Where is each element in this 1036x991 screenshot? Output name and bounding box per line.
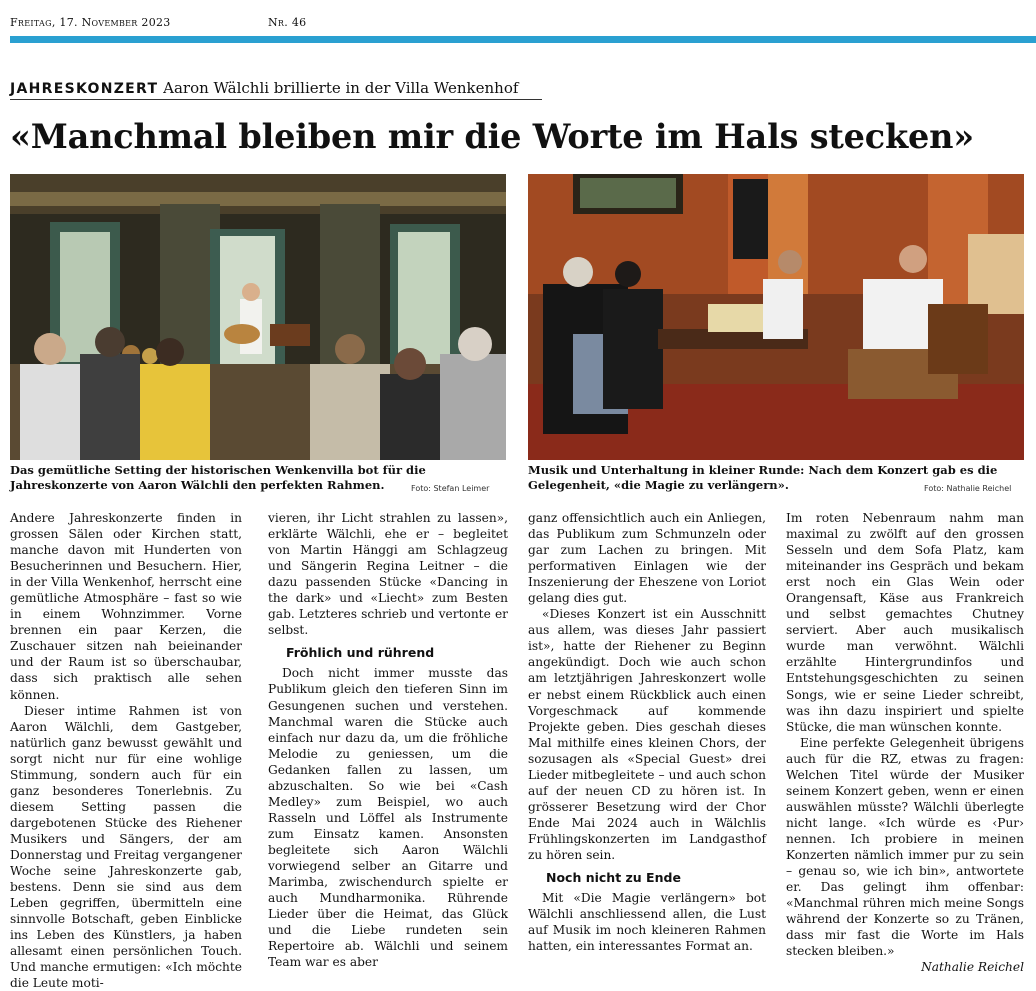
- photo-credit-2: Foto: Nathalie Reichel: [924, 484, 1012, 493]
- headline: «Manchmal bleiben mir die Worte im Hals stecken»: [10, 117, 974, 156]
- text-column-4: [786, 510, 1024, 975]
- paragraph: Dieser intime Rahmen ist von Aaron Wälchli, dem Gastgeber, natürlich ganz bewusst gewählt und sorgt nicht nur für eine wohlige Stimmung, sondern auch für ein ganz besonderes Tonerlebnis. Zu diesem Setting passen die dargebotenen Stücke des Riehener Musikers und Sängers, der am Donnerstag und Freitag vergangener Woche seine Jahreskonzerte gab, bestens. Denn sie sind aus dem Leben gegriffen, übermitteln eine sinnvolle Botschaft, geben Einblicke ins Leben des Künstlers, ja haben allesamt einen persönlichen Touch. Und manche ermutigen: «Ich möchte die Leute moti-: [10, 703, 242, 991]
- text-column-1: [10, 510, 242, 991]
- paragraph: Im roten Nebenraum nahm man maximal zu zwölft auf den grossen Sesseln und dem Sofa Platz, kam miteinander ins Gespräch und bekam erst noch ein Glas Wein oder Orangensaft, Käse aus Frankreich und selbst gemachtes Chutney serviert. Aber auch musikalisch wurde man verwöhnt. Wälchli erzählte Hintergrundinfos und Entstehungsgeschichten zu seinen Songs, wie er seine Lieder schreibt, was ihn dazu inspiriert und spielte Stücke, die man wünschen konnte.: [786, 511, 1024, 734]
- text-column-3: [528, 510, 766, 954]
- salon-photo: [528, 174, 1024, 460]
- author-byline: Nathalie Reichel: [921, 960, 1024, 975]
- paragraph: Andere Jahreskonzerte finden in grossen Sälen oder Kirchen statt, manche davon mit Hunderten von Besucherinnen und Besuchern. Hier, in der Villa Wenkenhof, herrscht eine gemütliche Atmosphäre – fast so wie in einem Wohnzimmer. Vorne brennen ein paar Kerzen, die Zuschauer sitzen nah beieinander und der Raum ist so überschaubar, dass sich praktisch alle sehen können.: [10, 511, 242, 702]
- concert-photo: [10, 174, 506, 460]
- paragraph: Doch nicht immer musste das Publikum gleich den tieferen Sinn im Gesungenen suchen und verstehen. Manchmal waren die Stücke auch einfach nur dazu da, um die fröhliche Melodie zu geniessen, um die Gedanken fallen zu lassen, um abzuschalten. So wie bei «Cash Medley» zum Beispiel, wo auch Rasseln und Löffel als Instrumente zum Einsatz kamen. Ansonsten begleitete sich Aaron Wälchli vorwiegend selber an Gitarre und Marimba, zwischendurch spielte er auch Mundharmonika. Rührende Lieder über die Heimat, das Glück und die Liebe rundeten sein Repertoire ab. Wälchli und seinem Team war es aber: [268, 666, 508, 970]
- paragraph: Mit «Die Magie verlängern» bot Wälchli anschliessend allen, die Lust auf Musik im noch kleineren Rahmen hatten, ein interessantes Format an.: [528, 891, 766, 954]
- kicker-word: JAHRESKONZERT: [10, 81, 159, 97]
- photo-caption-1: Das gemütliche Setting der historischen Wenkenvilla bot für die Jahreskonzerte von Aaron Wälchli den perfekten Rahmen.: [10, 463, 426, 492]
- paragraph: «Dieses Konzert ist ein Ausschnitt aus allem, was dieses Jahr passiert ist», hatte der Riehener zu Beginn angekündigt. Doch wie auch schon am letztjährigen Jahreskonzert wolle er nebst einem Rückblick auch einen Vorgeschmack auf kommende Projekte geben. Dies geschah dieses Mal mithilfe eines kleinen Chors, der sozusagen als «Special Guest» drei Lieder mitbegleitete – und auch schon auf der neuen CD zu hören ist. In grösserer Besetzung wird der Chor Ende Mai 2024 auch in Wälchlis Frühlingskonzerten im Landgasthof zu hören sein.: [528, 607, 766, 862]
- issue-number: Nr. 46: [268, 16, 307, 29]
- subheading: Noch nicht zu Ende: [546, 870, 681, 886]
- paragraph: vieren, ihr Licht strahlen zu lassen», erklärte Wälchli, ehe er – begleitet von Martin Hänggi am Schlagzeug und Sängerin Regina Leitner – die dazu passenden Stücke «Dancing in the dark» und «Liecht» zum Besten gab. Letzteres schrieb und vertonte er selbst.: [268, 511, 508, 638]
- photo-credit-1: Foto: Stefan Leimer: [411, 484, 490, 493]
- kicker-underline: [10, 99, 542, 100]
- text-column-2: [268, 510, 508, 970]
- photo-caption-2: Musik und Unterhaltung in kleiner Runde: Nach dem Konzert gab es die Gelegenheit, «die Magie zu verlängern».: [528, 463, 998, 492]
- paragraph: ganz offensichtlich auch ein Anliegen, das Publikum zum Schmunzeln oder gar zum Lachen zu bringen. Mit performativen Einlagen wie der Inszenierung der Eheszene von Loriot gelang dies gut.: [528, 511, 766, 606]
- subheading: Fröhlich und rührend: [286, 645, 435, 661]
- issue-date: Freitag, 17. November 2023: [10, 16, 171, 29]
- kicker: [10, 79, 518, 97]
- paragraph: Eine perfekte Gelegenheit übrigens auch für die RZ, etwas zu fragen: Welchen Titel würde der Musiker seinem Konzert geben, wenn er einen auswählen müsste? Wälchli überlegte nicht lange. «Ich würde es ‹Pur› nennen. Ich probiere in meinen Konzerten nämlich immer pur zu sein – genau so, wie ich bin», antwortete er. Das gelingt ihm offenbar: «Manchmal rühren mich meine Songs während der Konzerte so zu Tränen, dass mir fast die Worte im Hals stecken bleiben.»: [786, 735, 1024, 959]
- kicker-text: Aaron Wälchli brillierte in der Villa Wenkenhof: [163, 79, 519, 97]
- accent-bar: [10, 36, 1036, 43]
